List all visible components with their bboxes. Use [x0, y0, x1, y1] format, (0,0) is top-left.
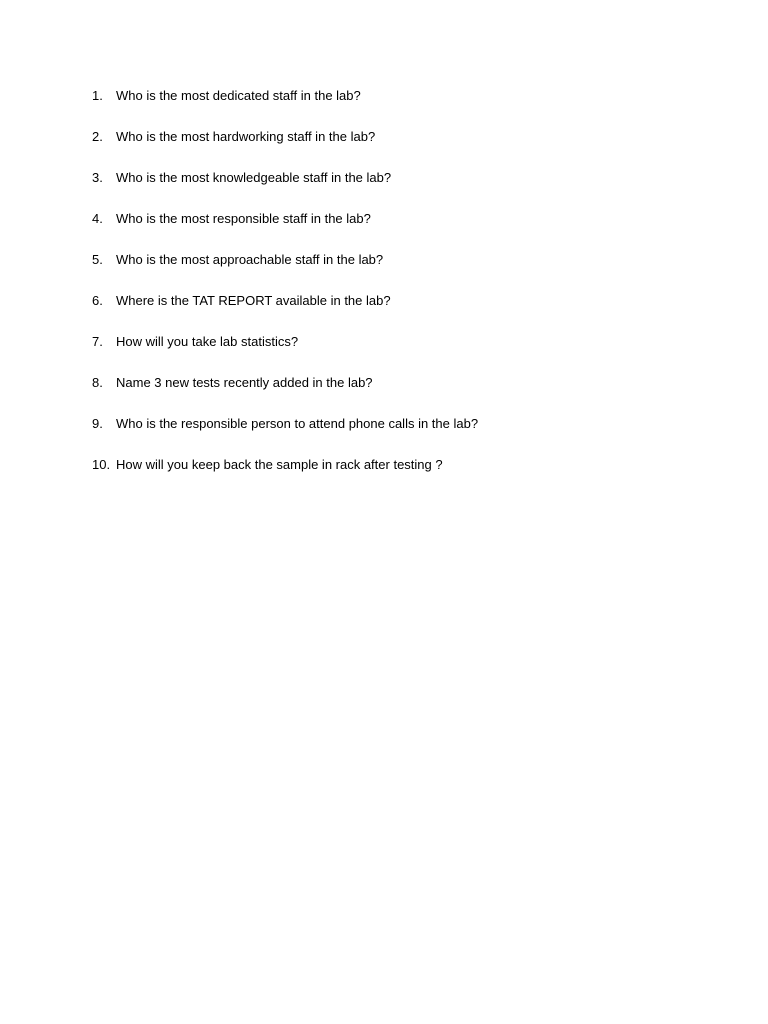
question-item-6: [92, 292, 712, 333]
question-item-9: [92, 415, 712, 456]
question-number: 5.: [92, 252, 103, 267]
question-text: Who is the most dedicated staff in the lab?: [116, 88, 361, 103]
question-number: 9.: [92, 416, 103, 431]
question-number: 1.: [92, 88, 103, 103]
question-text: Name 3 new tests recently added in the lab?: [116, 375, 373, 390]
question-item-5: [92, 251, 712, 292]
question-text: Who is the most knowledgeable staff in the lab?: [116, 170, 392, 185]
question-item-2: [92, 128, 712, 169]
question-text: Who is the responsible person to attend phone calls in the lab?: [116, 416, 479, 431]
question-item-3: [92, 169, 712, 210]
question-text: Who is the most responsible staff in the lab?: [116, 211, 371, 226]
question-item-1: [92, 87, 712, 128]
question-item-8: [92, 374, 712, 415]
question-number: 2.: [92, 129, 103, 144]
question-item-7: [92, 333, 712, 374]
question-number: 8.: [92, 375, 103, 390]
question-number: 10.: [92, 457, 111, 472]
question-item-10: [92, 456, 712, 497]
question-list: [92, 87, 712, 497]
question-number: 4.: [92, 211, 103, 226]
question-number: 3.: [92, 170, 103, 185]
question-text: Who is the most approachable staff in the lab?: [116, 252, 384, 267]
question-text: How will you keep back the sample in rack after testing ?: [116, 457, 443, 472]
question-text: Who is the most hardworking staff in the lab?: [116, 129, 376, 144]
question-item-4: [92, 210, 712, 251]
question-number: 6.: [92, 293, 103, 308]
question-number: 7.: [92, 334, 103, 349]
question-text: How will you take lab statistics?: [116, 334, 299, 349]
question-text: Where is the TAT REPORT available in the lab?: [116, 293, 391, 308]
